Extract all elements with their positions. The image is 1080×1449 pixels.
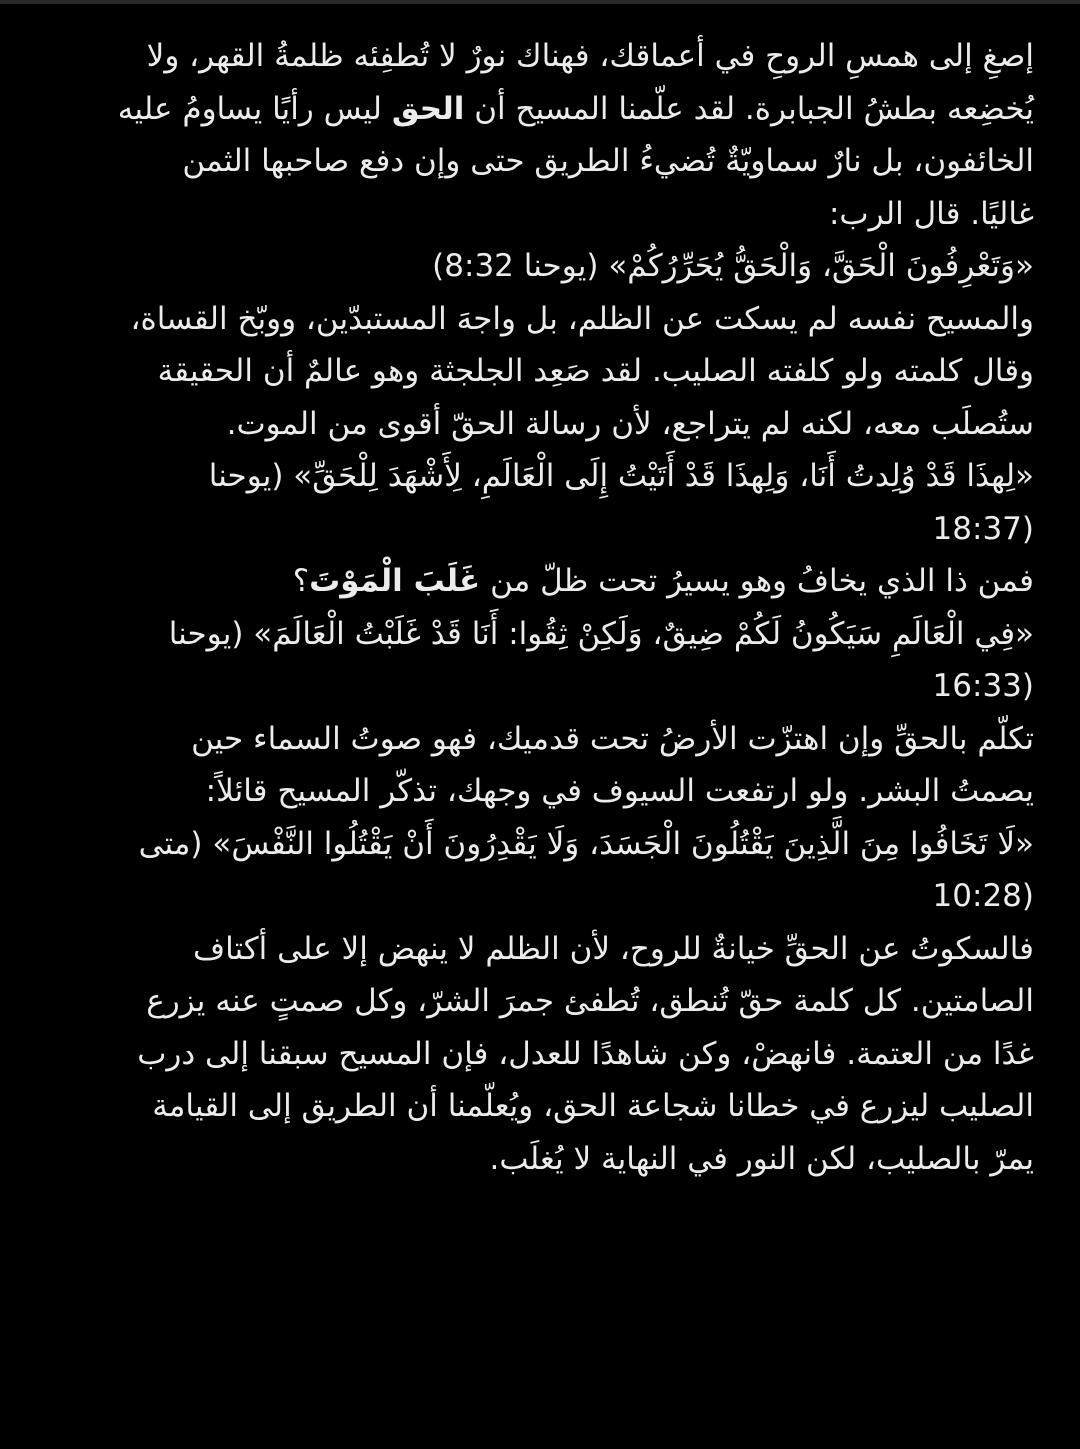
quote-reference: (16:33 bbox=[932, 668, 1034, 704]
text-line: الصليب ليزرع في خطانا شجاعة الحق، ويُعلّمنا أن الطريق إلى القيامة bbox=[152, 1088, 1034, 1124]
text-line: الخائفون، بل نارٌ سماويّةٌ تُضيءُ الطريق حتى وإن دفع صاحبها الثمن bbox=[182, 143, 1034, 179]
top-edge-divider bbox=[0, 0, 1080, 4]
emphasis-text: الحق bbox=[391, 90, 465, 127]
text-line: والمسيح نفسه لم يسكت عن الظلم، بل واجهَ المستبدّين، ووبّخ القساة، bbox=[130, 300, 1034, 337]
quote-line: «لِهذَا قَدْ وُلِدتُ أَنَا، وَلِهذَا قَدْ أَتَيْتُ إِلَى الْعَالَمِ، لِأَشْهَدَ لِلْحَقِّ» (يوحنا bbox=[208, 458, 1034, 494]
quote-line: «فِي الْعَالَمِ سَيَكُونُ لَكُمْ ضِيقٌ، وَلَكِنْ ثِقُوا: أَنَا قَدْ غَلَبْتُ الْعَالَمَ» (يوحنا bbox=[168, 615, 1034, 652]
quote-reference: (18:37 bbox=[932, 510, 1034, 547]
text-line: الصامتين. كل كلمة حقّ تُنطق، تُطفئ جمرَ الشرّ، وكل صمتٍ عنه يزرع bbox=[146, 983, 1034, 1019]
text-line: غدًا من العتمة. فانهضْ، وكن شاهدًا للعدل، فإن المسيح سبقنا إلى درب bbox=[137, 1035, 1034, 1072]
text-line: ستُصلَب معه، لكنه لم يتراجع، لأن رسالة الحقّ أقوى من الموت. bbox=[226, 405, 1034, 442]
text-line: يمرّ بالصليب، لكن النور في النهاية لا يُغلَب. bbox=[489, 1140, 1034, 1177]
quote-reference: (10:28 bbox=[932, 878, 1034, 914]
document-body bbox=[44, 30, 1034, 1185]
emphasis-text: غَلَبَ الْمَوْتَ bbox=[309, 563, 481, 599]
text-line: يُخضِعه بطشُ الجبابرة. لقد علّمنا المسيح أن الحق ليس رأيًا يساومُ عليه bbox=[117, 90, 1034, 127]
text-line: تكلّم بالحقِّ وإن اهتزّت الأرضُ تحت قدميك، فهو صوتُ السماء حين bbox=[191, 720, 1034, 757]
text-line: فالسكوتُ عن الحقِّ خيانةٌ للروح، لأن الظلم لا ينهض إلا على أكتاف bbox=[192, 930, 1034, 967]
text-line: إصغِ إلى همسِ الروحِ في أعماقك، فهناك نورٌ لا تُطفِئه ظلمةُ القهر، ولا bbox=[146, 38, 1034, 74]
text-line: فمن ذا الذي يخافُ وهو يسيرُ تحت ظلّ من غَلَبَ الْمَوْتَ؟ bbox=[292, 563, 1034, 599]
text-line: وقال كلمته ولو كلفته الصليب. لقد صَعِد الجلجثة وهو عالمٌ أن الحقيقة bbox=[157, 353, 1034, 389]
quote-line: «وَتَعْرِفُونَ الْحَقَّ، وَالْحَقُّ يُحَرِّرُكُمْ» (يوحنا 8:32) bbox=[432, 248, 1034, 284]
quote-line: «لَا تَخَافُوا مِنَ الَّذِينَ يَقْتُلُونَ الْجَسَدَ، وَلَا يَقْدِرُونَ أَنْ يَقْتُلُوا النَّفْسَ» (متى bbox=[138, 825, 1034, 862]
text-line: يصمتُ البشر. ولو ارتفعت السيوف في وجهك، تذكّر المسيح قائلاً: bbox=[205, 773, 1034, 809]
text-line: غاليًا. قال الرب: bbox=[828, 195, 1034, 232]
